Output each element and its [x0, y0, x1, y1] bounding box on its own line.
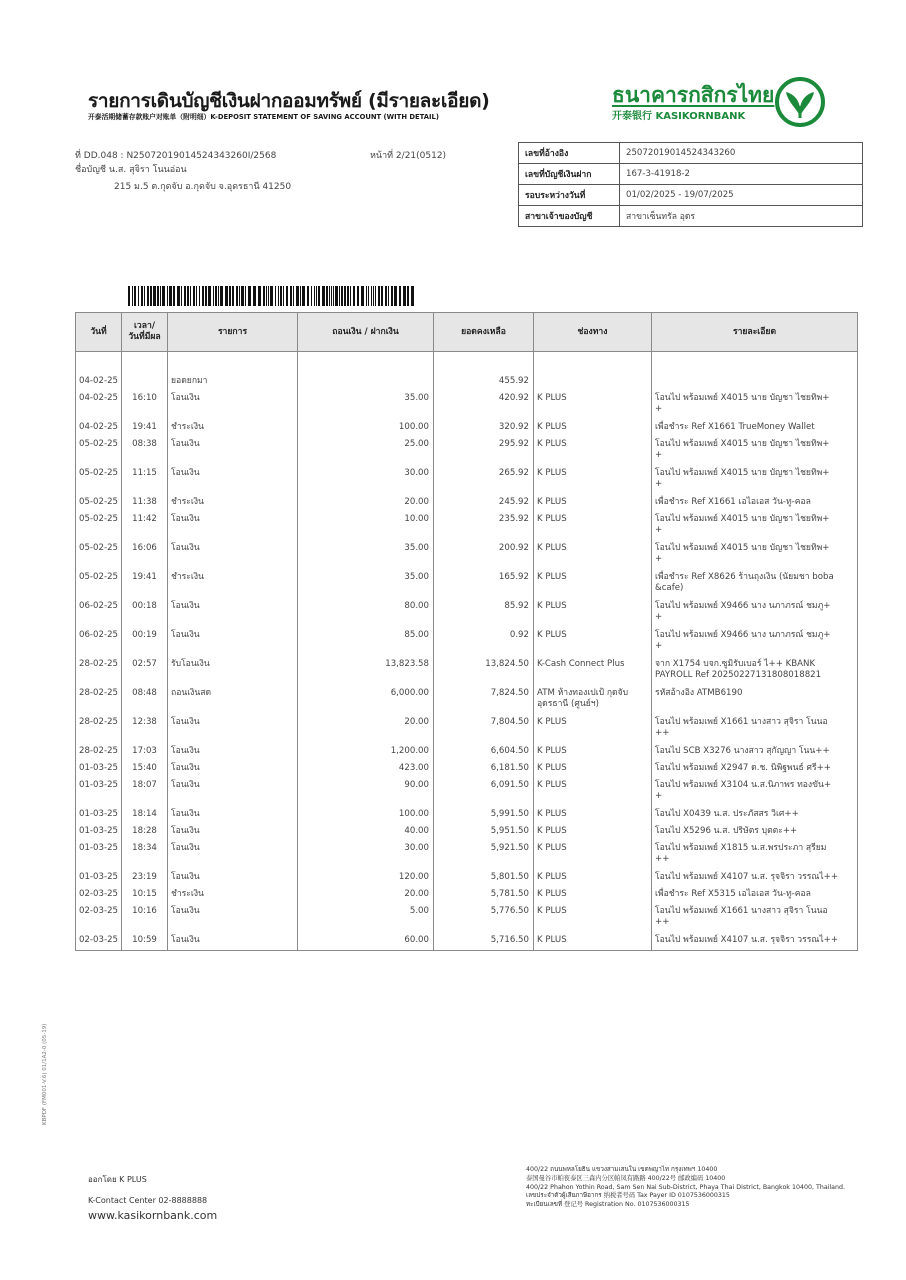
row-channel: K PLUS: [534, 466, 652, 495]
row-time: 11:15: [122, 466, 168, 495]
table-spacer-row: [76, 352, 858, 375]
row-details: โอนไป พร้อมเพย์ X9466 นาง นภาภรณ์ ชมภู+ +: [652, 599, 858, 628]
row-description: โอนเงิน: [168, 824, 298, 841]
row-channel: K PLUS: [534, 870, 652, 887]
reference-info-table: [518, 142, 863, 227]
row-date: 05-02-25: [76, 541, 122, 570]
ref-value: 167-3-41918-2: [620, 164, 863, 185]
row-description: โอนเงิน: [168, 715, 298, 744]
table-row: [76, 715, 858, 744]
table-row: [76, 599, 858, 628]
ref-value: 01/02/2025 - 19/07/2025: [620, 185, 863, 206]
table-row: [76, 744, 858, 761]
row-details: เพื่อชำระ Ref X8626 ร้านถุงเงิน (นัยมชา boba &cafe): [652, 570, 858, 599]
row-channel: K PLUS: [534, 512, 652, 541]
ref-label: เลขที่อ้างอิง: [519, 143, 620, 164]
row-details: โอนไป พร้อมเพย์ X4015 นาย บัญชา ไชยทิพ+ +: [652, 391, 858, 420]
row-details: โอนไป พร้อมเพย์ X4015 นาย บัญชา ไชยทิพ+ +: [652, 541, 858, 570]
form-code: KBPDF (FM001-V.6) 01/1A2-0 (05-19): [42, 1023, 48, 1125]
ref-row-branch: [519, 206, 863, 227]
table-row: [76, 761, 858, 778]
row-channel: K PLUS: [534, 824, 652, 841]
row-description: โอนเงิน: [168, 599, 298, 628]
table-row: [76, 437, 858, 466]
row-date: 05-02-25: [76, 437, 122, 466]
row-amount: 20.00: [298, 715, 434, 744]
row-amount: 35.00: [298, 570, 434, 599]
page-number: หน้าที่ 2/21(0512): [370, 151, 447, 161]
row-details: [652, 374, 858, 391]
row-balance: 455.92: [434, 374, 534, 391]
row-details: โอนไป พร้อมเพย์ X2947 ด.ช. นิพิฐพนธ์ ศรี++: [652, 761, 858, 778]
row-date: 04-02-25: [76, 391, 122, 420]
row-channel: K PLUS: [534, 744, 652, 761]
row-date: 01-03-25: [76, 778, 122, 807]
table-row: [76, 541, 858, 570]
ref-label: รอบระหว่างวันที่: [519, 185, 620, 206]
col-header-amount: ถอนเงิน / ฝากเงิน: [298, 313, 434, 352]
row-balance: 245.92: [434, 495, 534, 512]
row-time: 18:07: [122, 778, 168, 807]
issued-by: ออกโดย K PLUS: [88, 1175, 147, 1184]
row-description: โอนเงิน: [168, 628, 298, 657]
table-row: [76, 807, 858, 824]
row-date: 28-02-25: [76, 657, 122, 686]
row-channel: K-Cash Connect Plus: [534, 657, 652, 686]
table-row: [76, 887, 858, 904]
row-channel: [534, 374, 652, 391]
col-header-description: รายการ: [168, 313, 298, 352]
row-amount: 80.00: [298, 599, 434, 628]
row-channel: K PLUS: [534, 778, 652, 807]
row-balance: 420.92: [434, 391, 534, 420]
table-row: [76, 870, 858, 887]
row-amount: 25.00: [298, 437, 434, 466]
row-amount: 1,200.00: [298, 744, 434, 761]
row-date: 28-02-25: [76, 744, 122, 761]
row-balance: 7,824.50: [434, 686, 534, 715]
ref-row-reference-no: [519, 143, 863, 164]
row-details: เพื่อชำระ Ref X5315 เอไอเอส วัน-ทู-คอล: [652, 887, 858, 904]
row-time: 02:57: [122, 657, 168, 686]
row-date: 01-03-25: [76, 807, 122, 824]
row-description: โอนเงิน: [168, 807, 298, 824]
row-description: โอนเงิน: [168, 761, 298, 778]
row-time: 00:18: [122, 599, 168, 628]
row-details: รหัสอ้างอิง ATMB6190: [652, 686, 858, 715]
kasikornbank-logo-icon: [774, 76, 826, 128]
row-description: ชำระเงิน: [168, 495, 298, 512]
row-channel: K PLUS: [534, 495, 652, 512]
row-channel: K PLUS: [534, 628, 652, 657]
row-details: โอนไป SCB X3276 นางสาว สุกัญญา โนน++: [652, 744, 858, 761]
row-balance: 5,991.50: [434, 807, 534, 824]
address-line: เลขประจำตัวผู้เสียภาษีอากร 纳税者号码 Tax Payer ID 0107536000315: [526, 1192, 730, 1200]
row-details: โอนไป X0439 น.ส. ประภัสสร วิเศ++: [652, 807, 858, 824]
row-balance: 5,781.50: [434, 887, 534, 904]
row-time: 16:06: [122, 541, 168, 570]
table-row: [76, 778, 858, 807]
row-amount: [298, 374, 434, 391]
row-date: 06-02-25: [76, 628, 122, 657]
row-amount: 30.00: [298, 466, 434, 495]
row-description: โอนเงิน: [168, 466, 298, 495]
row-amount: 30.00: [298, 841, 434, 870]
row-channel: K PLUS: [534, 599, 652, 628]
row-balance: 5,951.50: [434, 824, 534, 841]
table-row: [76, 512, 858, 541]
barcode-icon: [128, 286, 418, 306]
row-details: โอนไป พร้อมเพย์ X1661 นางสาว สุจิรา โนนอ ++: [652, 904, 858, 933]
row-channel: K PLUS: [534, 391, 652, 420]
row-details: เพื่อชำระ Ref X1661 TrueMoney Wallet: [652, 420, 858, 437]
row-date: 04-02-25: [76, 374, 122, 391]
row-details: เพื่อชำระ Ref X1661 เอไอเอส วัน-ทู-คอล: [652, 495, 858, 512]
row-balance: 85.92: [434, 599, 534, 628]
row-amount: 100.00: [298, 807, 434, 824]
row-details: โอนไป พร้อมเพย์ X4015 นาย บัญชา ไชยทิพ+ +: [652, 466, 858, 495]
table-row: [76, 686, 858, 715]
row-balance: 320.92: [434, 420, 534, 437]
row-time: 12:38: [122, 715, 168, 744]
address-line: ทะเบียนเลขที่ 登记号 Registration No. 0107536000315: [526, 1201, 690, 1209]
ref-row-period: [519, 185, 863, 206]
row-description: โอนเงิน: [168, 512, 298, 541]
row-amount: 13,823.58: [298, 657, 434, 686]
row-description: ถอนเงินสด: [168, 686, 298, 715]
row-balance: 5,921.50: [434, 841, 534, 870]
row-channel: K PLUS: [534, 807, 652, 824]
row-description: โอนเงิน: [168, 870, 298, 887]
row-description: โอนเงิน: [168, 778, 298, 807]
row-amount: 60.00: [298, 933, 434, 951]
row-channel: K PLUS: [534, 570, 652, 599]
row-time: 11:42: [122, 512, 168, 541]
row-channel: K PLUS: [534, 437, 652, 466]
document-number: ที่ DD.048 : N25072019014524343260I/2568: [75, 151, 277, 161]
table-row: [76, 933, 858, 951]
row-balance: 200.92: [434, 541, 534, 570]
row-amount: 423.00: [298, 761, 434, 778]
row-balance: 295.92: [434, 437, 534, 466]
row-date: 01-03-25: [76, 761, 122, 778]
row-description: ชำระเงิน: [168, 570, 298, 599]
row-amount: 120.00: [298, 870, 434, 887]
row-amount: 85.00: [298, 628, 434, 657]
row-date: 01-03-25: [76, 841, 122, 870]
row-channel: ATM ห้างทองเปเป้ กุดจับ อุดรธานี (ศูนย์ฯ): [534, 686, 652, 715]
col-header-details: รายละเอียด: [652, 313, 858, 352]
table-header-row: [76, 313, 858, 352]
row-balance: 6,091.50: [434, 778, 534, 807]
row-date: 01-03-25: [76, 824, 122, 841]
row-details: โอนไป พร้อมเพย์ X9466 นาง นภาภรณ์ ชมภู+ +: [652, 628, 858, 657]
address-line: 400/22 ถนนพหลโยธิน แขวงสามเสนใน เขตพญาไท กรุงเทพฯ 10400: [526, 1166, 718, 1173]
row-time: 10:16: [122, 904, 168, 933]
col-header-date: วันที่: [76, 313, 122, 352]
address-line: 400/22 Phahon Yothin Road, Sam Sen Nai Sub-District, Phaya Thai District, Bangkok 10400, Thailand.: [526, 1183, 846, 1191]
row-description: ยอดยกมา: [168, 374, 298, 391]
account-address: 215 ม.5 ต.กุดจับ อ.กุดจับ จ.อุดรธานี 41250: [114, 182, 292, 192]
row-time: 08:48: [122, 686, 168, 715]
row-time: 16:10: [122, 391, 168, 420]
ref-value: สาขาเซ็นทรัล อุดร: [620, 206, 863, 227]
row-date: 02-03-25: [76, 904, 122, 933]
address-line: 泰国曼谷市帕夜泰区三森内分区帕凤有路路 400/22号 邮政编码 10400: [526, 1174, 726, 1182]
row-details: โอนไป พร้อมเพย์ X4015 นาย บัญชา ไชยทิพ+ +: [652, 437, 858, 466]
row-time: 19:41: [122, 570, 168, 599]
row-description: โอนเงิน: [168, 841, 298, 870]
table-row: [76, 570, 858, 599]
row-channel: K PLUS: [534, 887, 652, 904]
row-description: โอนเงิน: [168, 904, 298, 933]
table-row: [76, 628, 858, 657]
row-details: โอนไป พร้อมเพย์ X4107 น.ส. รุจจิรา วรรณไ++: [652, 933, 858, 951]
row-time: 08:38: [122, 437, 168, 466]
website-link[interactable]: www.kasikornbank.com: [88, 1209, 218, 1222]
row-date: 28-02-25: [76, 715, 122, 744]
row-balance: 13,824.50: [434, 657, 534, 686]
row-time: 18:14: [122, 807, 168, 824]
table-row: [76, 495, 858, 512]
row-balance: 5,716.50: [434, 933, 534, 951]
row-balance: 165.92: [434, 570, 534, 599]
table-row: [76, 904, 858, 933]
table-row: [76, 824, 858, 841]
row-balance: 235.92: [434, 512, 534, 541]
row-date: 05-02-25: [76, 512, 122, 541]
row-balance: 5,801.50: [434, 870, 534, 887]
row-time: [122, 374, 168, 391]
row-date: 05-02-25: [76, 495, 122, 512]
row-description: ชำระเงิน: [168, 887, 298, 904]
footer-address: [526, 1166, 845, 1210]
row-description: โอนเงิน: [168, 391, 298, 420]
row-channel: K PLUS: [534, 841, 652, 870]
row-details: โอนไป พร้อมเพย์ X4107 น.ส. รุจจิรา วรรณไ++: [652, 870, 858, 887]
bank-name-thai: ธนาคารกสิกรไทย: [612, 83, 775, 107]
row-balance: 5,776.50: [434, 904, 534, 933]
row-date: 02-03-25: [76, 887, 122, 904]
ref-label: สาขาเจ้าของบัญชี: [519, 206, 620, 227]
row-details: โอนไป พร้อมเพย์ X1815 น.ส.พรประภา สุรียม ++: [652, 841, 858, 870]
row-amount: 20.00: [298, 887, 434, 904]
row-balance: 265.92: [434, 466, 534, 495]
row-amount: 100.00: [298, 420, 434, 437]
row-date: 06-02-25: [76, 599, 122, 628]
row-time: 15:40: [122, 761, 168, 778]
row-date: 05-02-25: [76, 466, 122, 495]
row-amount: 90.00: [298, 778, 434, 807]
row-balance: 6,181.50: [434, 761, 534, 778]
row-balance: 6,604.50: [434, 744, 534, 761]
table-row: [76, 841, 858, 870]
table-row: [76, 391, 858, 420]
row-details: จาก X1754 บจก.ซูมิรับเบอร์ ไ++ KBANK PAYROLL Ref 20250227131808018821: [652, 657, 858, 686]
row-description: รับโอนเงิน: [168, 657, 298, 686]
row-time: 11:38: [122, 495, 168, 512]
col-header-time: เวลา/ วันที่มีผล: [122, 313, 168, 352]
statement-subtitle: 开泰活期储蓄存款账户对账单（附明细）K-DEPOSIT STATEMENT OF SAVING ACCOUNT (WITH DETAIL): [88, 113, 439, 121]
row-time: 10:59: [122, 933, 168, 951]
row-balance: 7,804.50: [434, 715, 534, 744]
table-row: [76, 374, 858, 391]
row-details: โอนไป พร้อมเพย์ X4015 นาย บัญชา ไชยทิพ+ +: [652, 512, 858, 541]
row-time: 18:28: [122, 824, 168, 841]
row-date: 04-02-25: [76, 420, 122, 437]
bank-name-english: 开泰银行 KASIKORNBANK: [612, 111, 746, 122]
table-row: [76, 420, 858, 437]
row-time: 23:19: [122, 870, 168, 887]
row-time: 17:03: [122, 744, 168, 761]
col-header-channel: ช่องทาง: [534, 313, 652, 352]
ref-value: 25072019014524343260: [620, 143, 863, 164]
row-description: โอนเงิน: [168, 541, 298, 570]
row-date: 01-03-25: [76, 870, 122, 887]
transactions-table: [75, 312, 858, 951]
row-channel: K PLUS: [534, 541, 652, 570]
col-header-balance: ยอดคงเหลือ: [434, 313, 534, 352]
row-amount: 10.00: [298, 512, 434, 541]
row-time: 18:34: [122, 841, 168, 870]
table-row: [76, 657, 858, 686]
row-channel: K PLUS: [534, 904, 652, 933]
row-date: 28-02-25: [76, 686, 122, 715]
row-amount: 40.00: [298, 824, 434, 841]
row-amount: 20.00: [298, 495, 434, 512]
row-channel: K PLUS: [534, 761, 652, 778]
row-amount: 35.00: [298, 391, 434, 420]
account-name: ชื่อบัญชี น.ส. สุจิรา โนนอ่อน: [75, 165, 187, 175]
statement-title: รายการเดินบัญชีเงินฝากออมทรัพย์ (มีรายละเอียด): [88, 90, 490, 112]
row-channel: K PLUS: [534, 715, 652, 744]
row-time: 00:19: [122, 628, 168, 657]
ref-label: เลขที่บัญชีเงินฝาก: [519, 164, 620, 185]
row-amount: 35.00: [298, 541, 434, 570]
row-time: 19:41: [122, 420, 168, 437]
row-balance: 0.92: [434, 628, 534, 657]
row-amount: 6,000.00: [298, 686, 434, 715]
table-row: [76, 466, 858, 495]
row-date: 05-02-25: [76, 570, 122, 599]
row-description: ชำระเงิน: [168, 420, 298, 437]
row-details: โอนไป พร้อมเพย์ X3104 น.ส.นิภาพร ทองขัน+ +: [652, 778, 858, 807]
contact-center: K-Contact Center 02-8888888: [88, 1196, 208, 1205]
row-date: 02-03-25: [76, 933, 122, 951]
row-description: โอนเงิน: [168, 437, 298, 466]
row-amount: 5.00: [298, 904, 434, 933]
row-channel: K PLUS: [534, 933, 652, 951]
row-description: โอนเงิน: [168, 744, 298, 761]
row-details: โอนไป X5296 น.ส. ปริษัตร บุตตะ++: [652, 824, 858, 841]
row-details: โอนไป พร้อมเพย์ X1661 นางสาว สุจิรา โนนอ ++: [652, 715, 858, 744]
row-description: โอนเงิน: [168, 933, 298, 951]
row-time: 10:15: [122, 887, 168, 904]
row-channel: K PLUS: [534, 420, 652, 437]
ref-row-account-no: [519, 164, 863, 185]
